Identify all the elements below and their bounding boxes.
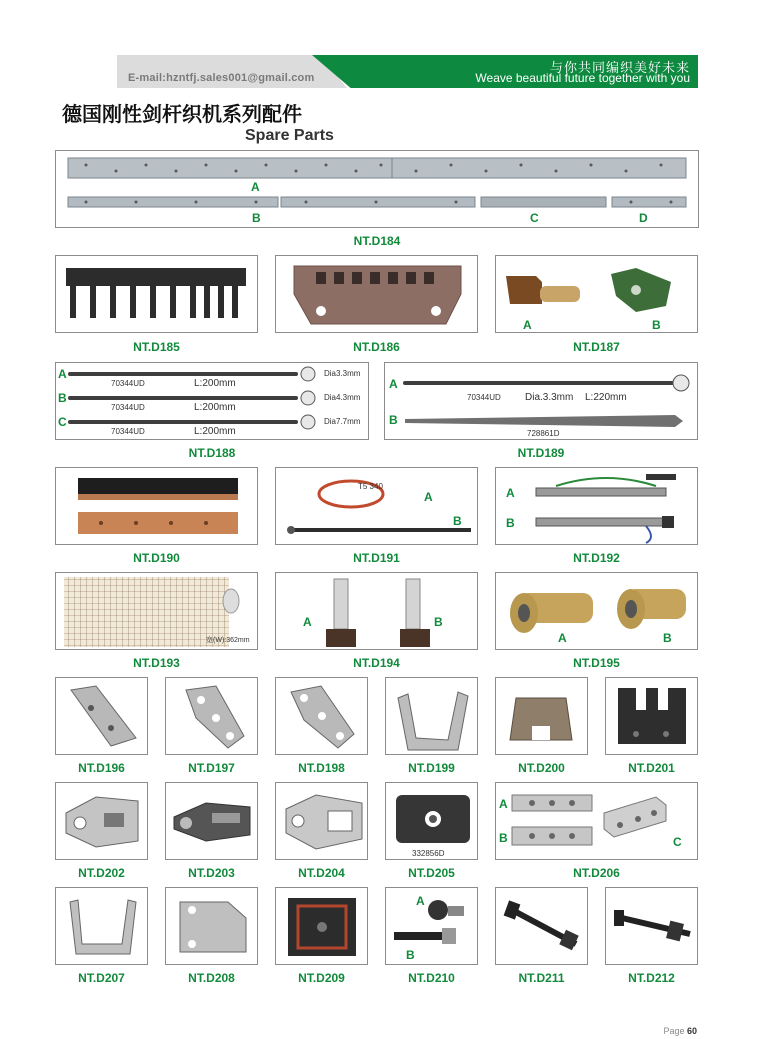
d188-length-1: L:200mm	[194, 378, 236, 389]
part-image-d203	[165, 782, 258, 860]
part-code-d196: NT.D196	[78, 761, 125, 775]
part-image-d185	[55, 255, 258, 333]
part-image-d186	[275, 255, 478, 333]
label-d189-b: B	[389, 413, 398, 427]
page-number: Page 60	[663, 1026, 697, 1036]
part-image-d212	[605, 887, 698, 965]
d189-dia: Dia.3.3mm	[525, 392, 574, 403]
part-image-d198	[275, 677, 368, 755]
header-slogan-cn: 与你共同编织美好未来	[549, 60, 690, 75]
page-title-en: Spare Parts	[245, 127, 334, 144]
label-d194-b: B	[434, 615, 443, 629]
d188-length-3: L:200mm	[194, 426, 236, 437]
label-d210-a: A	[416, 894, 425, 908]
part-image-d191	[275, 467, 478, 545]
label-d195-b: B	[663, 631, 672, 645]
part-code-d212: NT.D212	[628, 971, 675, 985]
d188-dia-2: Dia4.3mm	[324, 393, 361, 402]
d205-part-no: 332856D	[412, 849, 445, 858]
label-d206-c: C	[673, 835, 682, 849]
part-code-d199: NT.D199	[408, 761, 455, 775]
part-image-d199	[385, 677, 478, 755]
d188-part-no-3: 70344UD	[111, 427, 145, 436]
part-image-d192	[495, 467, 698, 545]
part-code-d211: NT.D211	[518, 971, 565, 985]
d188-dia-3: Dia7.7mm	[324, 417, 361, 426]
label-d184-c: C	[530, 211, 539, 225]
part-code-d189: NT.D189	[517, 446, 565, 460]
label-d187-b: B	[652, 318, 661, 332]
label-d188-a: A	[58, 367, 67, 381]
label-d191-b: B	[453, 514, 462, 528]
part-code-d202: NT.D202	[78, 866, 125, 880]
part-code-d198: NT.D198	[298, 761, 345, 775]
part-image-d187	[495, 255, 698, 333]
label-d189-a: A	[389, 377, 398, 391]
label-d206-a: A	[499, 797, 508, 811]
d188-length-2: L:200mm	[194, 402, 236, 413]
label-d184-d: D	[639, 211, 648, 225]
part-image-d196	[55, 677, 148, 755]
label-d191-a: A	[424, 490, 433, 504]
part-image-d188	[55, 362, 369, 440]
label-d192-b: B	[506, 516, 515, 530]
part-image-d193	[55, 572, 258, 650]
part-code-d193: NT.D193	[133, 656, 180, 670]
part-code-d207: NT.D207	[78, 971, 125, 985]
part-code-d201: NT.D201	[628, 761, 675, 775]
part-image-d206	[495, 782, 698, 860]
label-d188-c: C	[58, 415, 67, 429]
label-d187-a: A	[523, 318, 532, 332]
d193-width: 宽(W):362mm	[206, 637, 250, 644]
part-code-d191: NT.D191	[353, 551, 400, 565]
part-code-d197: NT.D197	[188, 761, 235, 775]
part-image-d211	[495, 887, 588, 965]
part-image-d210	[385, 887, 478, 965]
part-code-d188: NT.D188	[188, 446, 236, 460]
part-image-d207	[55, 887, 148, 965]
label-d192-a: A	[506, 486, 515, 500]
part-code-d194: NT.D194	[353, 656, 400, 670]
label-d194-a: A	[303, 615, 312, 629]
header-email: E-mail:hzntfj.sales001@gmail.com	[128, 72, 315, 84]
d189-part-b: 728861D	[527, 429, 560, 438]
part-code-d187: NT.D187	[573, 340, 620, 354]
part-code-d190: NT.D190	[133, 551, 180, 565]
part-image-d208	[165, 887, 258, 965]
d188-part-no-1: 70344UD	[111, 379, 145, 388]
part-code-d206: NT.D206	[573, 866, 620, 880]
part-image-d204	[275, 782, 368, 860]
label-d210-b: B	[406, 948, 415, 962]
d189-part-a: 70344UD	[467, 393, 501, 402]
part-code-d210: NT.D210	[408, 971, 455, 985]
part-code-d185: NT.D185	[133, 340, 180, 354]
part-code-d203: NT.D203	[188, 866, 235, 880]
part-code-d186: NT.D186	[353, 340, 400, 354]
part-image-d200	[495, 677, 588, 755]
label-d206-b: B	[499, 831, 508, 845]
part-code-d208: NT.D208	[188, 971, 235, 985]
part-code-d204: NT.D204	[298, 866, 345, 880]
part-code-d195: NT.D195	[573, 656, 620, 670]
page-title-cn: 德国刚性剑杆织机系列配件	[62, 102, 302, 126]
label-d184-a: A	[251, 180, 260, 194]
part-image-d209	[275, 887, 368, 965]
part-image-d197	[165, 677, 258, 755]
part-code-d205: NT.D205	[408, 866, 455, 880]
label-d184-b: B	[252, 211, 261, 225]
part-image-d194	[275, 572, 478, 650]
part-image-d184	[55, 150, 699, 228]
d188-dia-1: Dia3.3mm	[324, 369, 361, 378]
d189-length: L:220mm	[585, 392, 627, 403]
part-image-d195	[495, 572, 698, 650]
part-image-d190	[55, 467, 258, 545]
d188-part-no-2: 70344UD	[111, 403, 145, 412]
part-code-d209: NT.D209	[298, 971, 345, 985]
part-code-d192: NT.D192	[573, 551, 620, 565]
part-code-d200: NT.D200	[518, 761, 565, 775]
label-d195-a: A	[558, 631, 567, 645]
part-image-d202	[55, 782, 148, 860]
part-image-d205	[385, 782, 478, 860]
part-image-d189	[384, 362, 698, 440]
part-image-d201	[605, 677, 698, 755]
label-d188-b: B	[58, 391, 67, 405]
d191-belt: T5 340	[358, 482, 383, 491]
header-slogan-en: Weave beautiful future together with you	[475, 71, 690, 85]
part-code-d184: NT.D184	[353, 234, 401, 248]
